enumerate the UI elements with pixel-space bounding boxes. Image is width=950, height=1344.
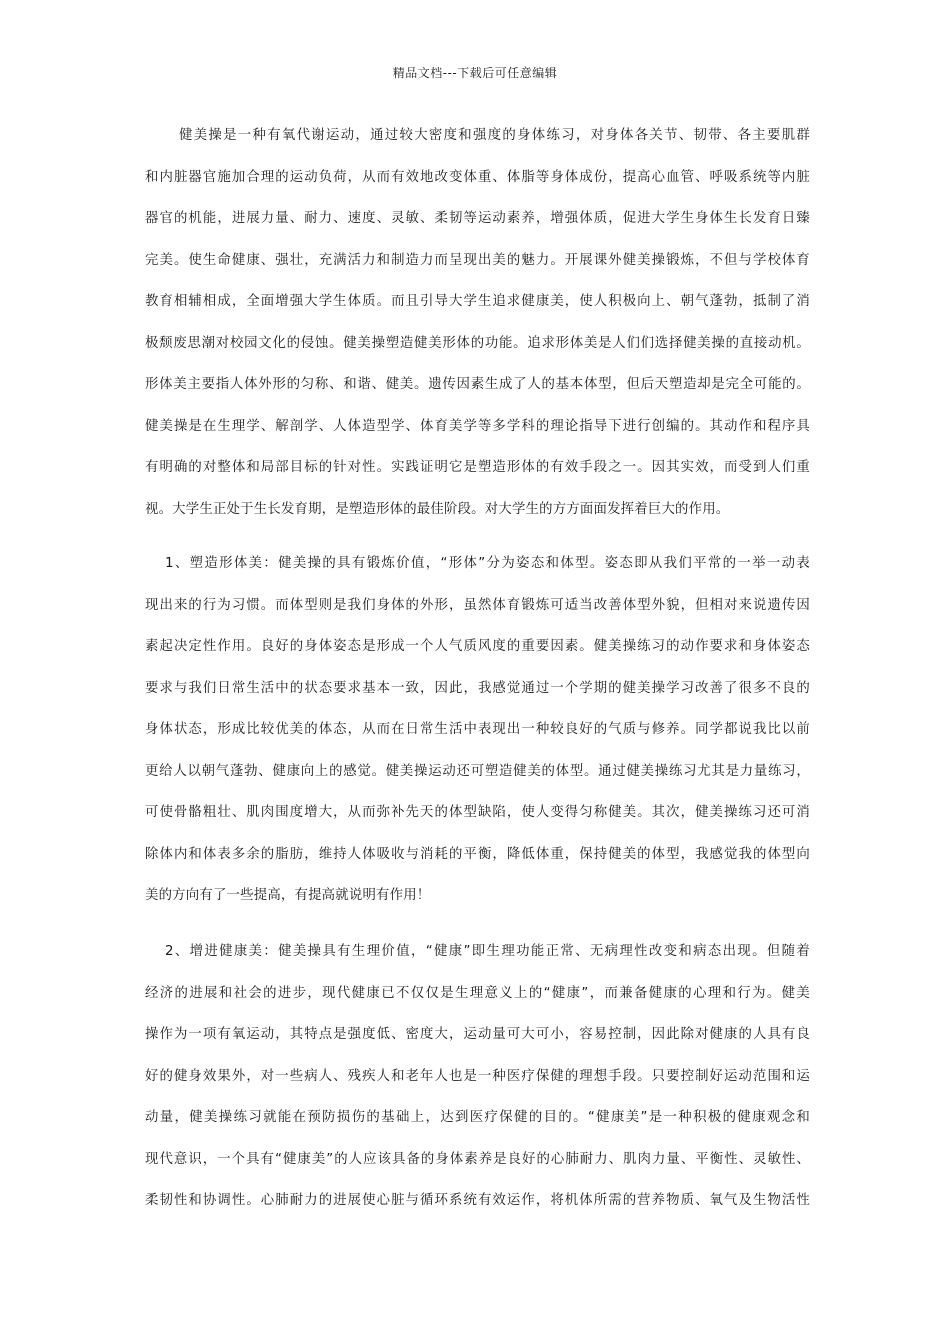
text-line: 和内脏器官施加合理的运动负荷，从而有效地改变体重、体脂等身体成份，提高心血管、呼吸系统等内脏 bbox=[145, 169, 810, 185]
text-line: 身体状态，形成比较优美的体态，从而在日常生活中表现出一种较良好的气质与修养。同学都说我比以前 bbox=[145, 722, 810, 737]
page-header: 精品文档---下载后可任意编辑 bbox=[392, 66, 558, 80]
text-line: 操作为一项有氧运动，其特点是强度低、密度大，运动量可大可小，容易控制，因此除对健康的人具有良 bbox=[145, 1027, 810, 1042]
text-line: 极颓废思潮对校园文化的侵蚀。健美操塑造健美形体的功能。追求形体美是人们们选择健美操的直接动机。 bbox=[145, 335, 810, 351]
paragraph-health-beauty bbox=[145, 942, 810, 1233]
text-line: 完美。使生命健康、强壮，充满活力和制造力而呈现出美的魅力。开展课外健美操锻炼，不但与学校体育 bbox=[145, 252, 810, 268]
text-line: 要求与我们日常生活中的状态要求基本一致，因此，我感觉通过一个学期的健美操学习改善了很多不良的 bbox=[145, 680, 810, 696]
text-line: 2、增进健康美：健美操具有生理价值，“健康”即生理功能正常、无病理性改变和病态出现。但随着 bbox=[165, 944, 810, 959]
text-line: 更给人以朝气蓬勃、健康向上的感觉。健美操运动还可塑造健美的体型。通过健美操练习尤其是力量练习， bbox=[145, 763, 810, 779]
text-line: 除体内和体表多余的脂肪，维持人体吸收与消耗的平衡，降低体重，保持健美的体型，我感觉我的体型向 bbox=[145, 846, 810, 862]
text-line: 教育相辅相成，全面增强大学生体质。而且引导大学生追求健康美，使人积极向上、朝气蓬勃，抵制了消 bbox=[145, 294, 810, 309]
text-line: 1、塑造形体美：健美操的具有锻炼价值，“形体”分为姿态和体型。姿态即从我们平常的一举一动表 bbox=[165, 556, 810, 571]
text-line: 现代意识，一个具有“健康美”的人应该具备的身体素养是良好的心肺耐力、肌肉力量、平衡性、灵敏性、 bbox=[145, 1151, 810, 1167]
text-line: 美的方向有了一些提高，有提高就说明有作用！ bbox=[145, 888, 431, 903]
text-line: 形体美主要指人体外形的匀称、和谐、健美。遗传因素生成了人的基本体型，但后天塑造却是完全可能的。 bbox=[145, 377, 810, 392]
text-line: 好的健身效果外，对一些病人、残疾人和老年人也是一种医疗保健的理想手段。只要控制好运动范围和运 bbox=[145, 1068, 810, 1084]
paragraph-intro bbox=[145, 126, 810, 541]
text-line: 柔韧性和协调性。心肺耐力的进展使心脏与循环系统有效运作，将机体所需的营养物质、氧气及生物活性 bbox=[145, 1193, 810, 1208]
text-line: 器官的机能，进展力量、耐力、速度、灵敏、柔韧等运动素养，增强体质，促进大学生身体生长发育日臻 bbox=[145, 211, 810, 226]
text-line: 经济的进展和社会的进步，现代健康已不仅仅是生理意义上的“健康”，而兼备健康的心理和行为。健美 bbox=[145, 985, 810, 1001]
text-line: 健美操是在生理学、解剖学、人体造型学、体育美学等多学科的理论指导下进行创编的。其动作和程序具 bbox=[145, 418, 810, 434]
text-line: 现出来的行为习惯。而体型则是我们身体的外形，虽然体育锻炼可适当改善体型外貌，但相对来说遗传因 bbox=[145, 597, 810, 613]
text-line: 素起决定性作用。良好的身体姿态是形成一个人气质风度的重要因素。健美操练习的动作要求和身体姿态 bbox=[145, 639, 810, 654]
text-line: 可使骨骼粗壮、肌肉围度增大，从而弥补先天的体型缺陷，使人变得匀称健美。其次，健美操练习还可消 bbox=[145, 805, 810, 820]
text-line: 有明确的对整体和局部目标的针对性。实践证明它是塑造形体的有效手段之一。因其实效，而受到人们重 bbox=[145, 460, 810, 475]
text-line: 动量，健美操练习就能在预防损伤的基础上，达到医疗保健的目的。“健康美”是一种积极的健康观念和 bbox=[145, 1110, 810, 1125]
text-line: 健美操是一种有氧代谢运动，通过较大密度和强度的身体练习，对身体各关节、韧带、各主要肌群 bbox=[179, 128, 810, 143]
paragraph-shape-beauty bbox=[145, 554, 810, 928]
text-line: 视。大学生正处于生长发育期，是塑造形体的最佳阶段。对大学生的方方面面发挥着巨大的作用。 bbox=[145, 501, 730, 517]
